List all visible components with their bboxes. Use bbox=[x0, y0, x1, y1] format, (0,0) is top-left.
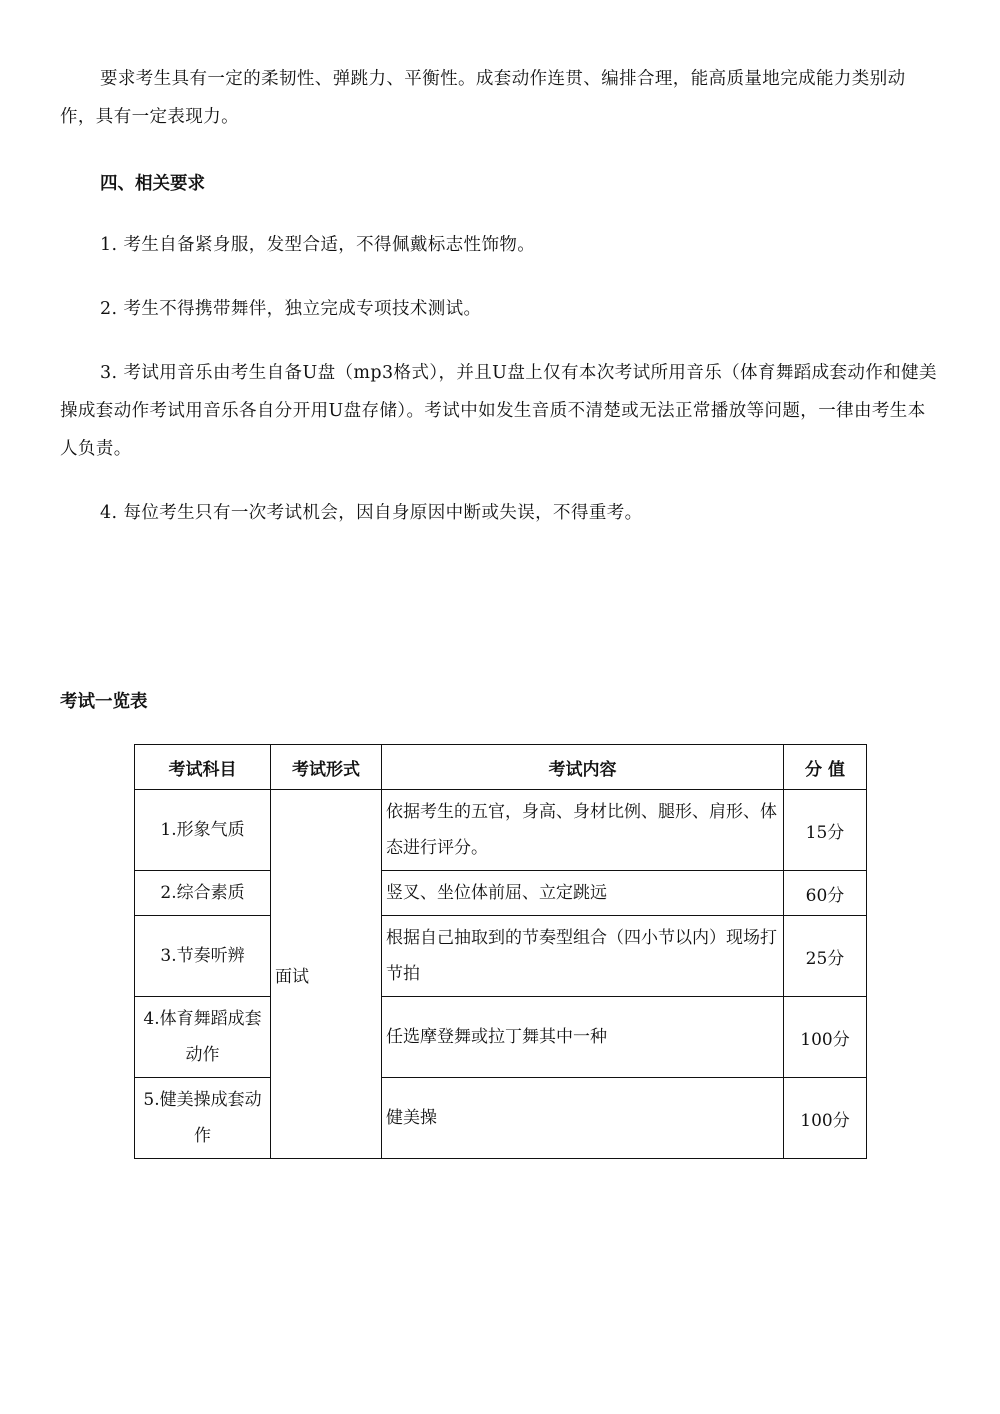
header-subject: 考试科目 bbox=[135, 745, 271, 790]
section-heading: 四、相关要求 bbox=[100, 174, 205, 194]
cell-score: 100分 bbox=[784, 1078, 867, 1159]
cell-format: 面试 bbox=[271, 790, 382, 1159]
cell-score: 100分 bbox=[784, 997, 867, 1078]
table-row bbox=[135, 916, 867, 997]
cell-content: 根据自己抽取到的节奏型组合（四小节以内）现场打节拍 bbox=[382, 916, 784, 997]
cell-score: 15分 bbox=[784, 790, 867, 871]
cell-score: 25分 bbox=[784, 916, 867, 997]
cell-subject: 2.综合素质 bbox=[135, 871, 271, 916]
requirement-item-2: 2. 考生不得携带舞伴，独立完成专项技术测试。 bbox=[100, 299, 482, 319]
cell-content: 依据考生的五官，身高、身材比例、腿形、肩形、体态进行评分。 bbox=[382, 790, 784, 871]
cell-content: 健美操 bbox=[382, 1078, 784, 1159]
table-row bbox=[135, 871, 867, 916]
cell-subject: 3.节奏听辨 bbox=[135, 916, 271, 997]
header-content: 考试内容 bbox=[382, 745, 784, 790]
cell-content: 竖叉、坐位体前屈、立定跳远 bbox=[382, 871, 784, 916]
cell-subject: 4.体育舞蹈成套动作 bbox=[135, 997, 271, 1078]
header-format: 考试形式 bbox=[271, 745, 382, 790]
table-row bbox=[135, 997, 867, 1078]
intro-paragraph: 要求考生具有一定的柔韧性、弹跳力、平衡性。成套动作连贯、编排合理，能高质量地完成能力类别动作，具有一定表现力。 bbox=[60, 69, 906, 127]
exam-table bbox=[134, 744, 867, 1159]
cell-score: 60分 bbox=[784, 871, 867, 916]
cell-content: 任选摩登舞或拉丁舞其中一种 bbox=[382, 997, 784, 1078]
requirement-item-4: 4. 每位考生只有一次考试机会，因自身原因中断或失误，不得重考。 bbox=[100, 503, 643, 523]
table-row bbox=[135, 790, 867, 871]
requirement-item-3: 3. 考试用音乐由考生自备U盘（mp3格式），并且U盘上仅有本次考试所用音乐（体育舞蹈成套动作和健美操成套动作考试用音乐各自分开用U盘存储）。考试中如发生音质不清楚或无法正常播放等问题，一律由考生本人负责。 bbox=[60, 363, 937, 459]
cell-subject: 1.形象气质 bbox=[135, 790, 271, 871]
table-row bbox=[135, 1078, 867, 1159]
header-score: 分 值 bbox=[784, 745, 867, 790]
table-title: 考试一览表 bbox=[60, 692, 148, 712]
cell-subject: 5.健美操成套动作 bbox=[135, 1078, 271, 1159]
requirement-item-1: 1. 考生自备紧身服，发型合适，不得佩戴标志性饰物。 bbox=[100, 235, 536, 255]
table-header-row bbox=[135, 745, 867, 790]
